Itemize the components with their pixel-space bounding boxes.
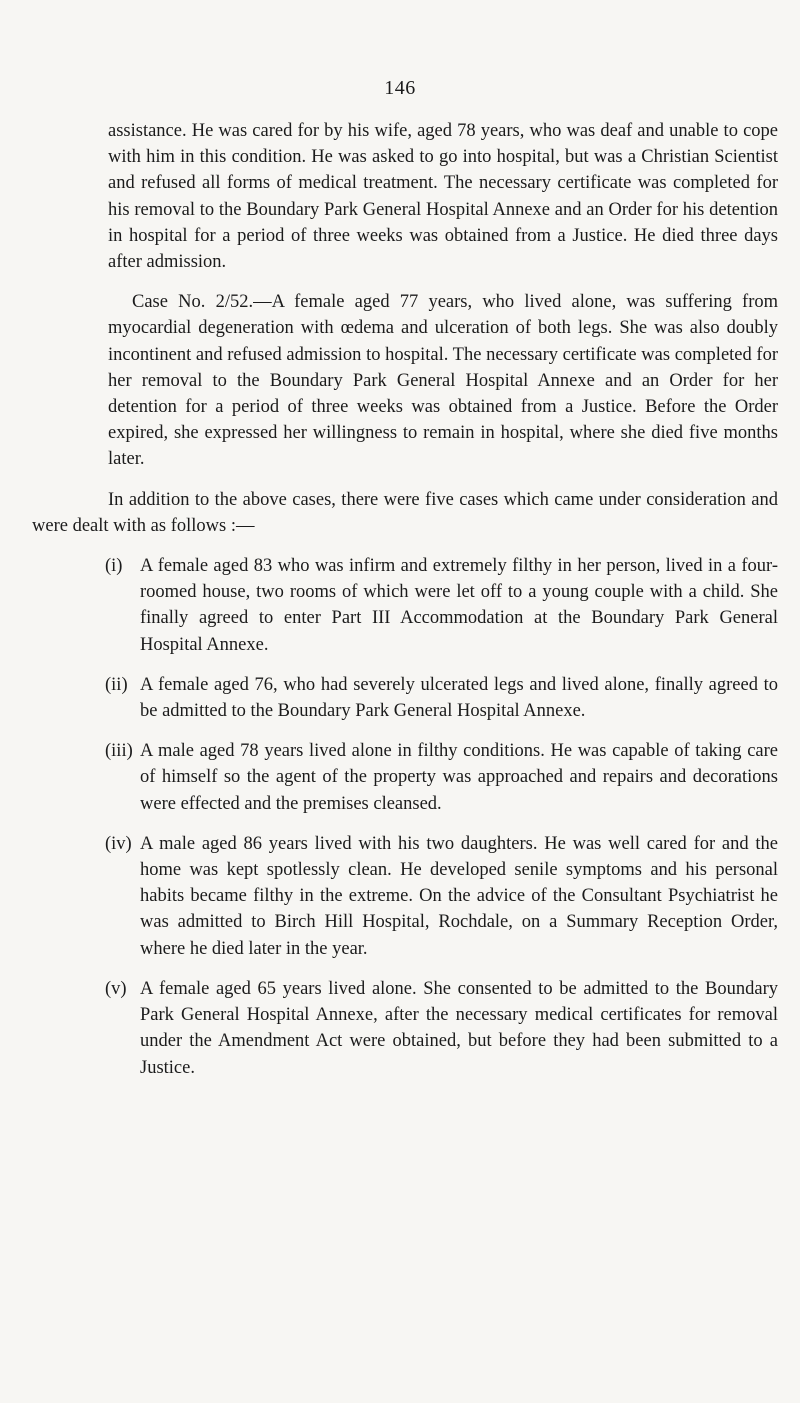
list-item-marker: (ii) (105, 674, 128, 695)
list-item (105, 976, 778, 1081)
list-item-marker: (iv) (105, 833, 132, 854)
list-item-text: A female aged 65 years lived alone. She consented to be admitted to the Boundary Park General Hospital Annexe, after the necessary medical certificates for removal under the Amendment Act were obtained, but before they had been submitted to a Justice. (140, 978, 778, 1078)
document-body (32, 118, 778, 1095)
list-item (105, 553, 778, 658)
case-label: Case No. 2/52. (132, 292, 254, 313)
list-item-text: A female aged 83 who was infirm and extremely filthy in her person, lived in a four-roomed house, two rooms of which were let off to a young couple with a child. She finally agreed to enter Part III Accommodation at the Boundary Park General Hospital Annexe. (140, 556, 778, 655)
list-item (105, 738, 778, 817)
list-item-marker: (v) (105, 978, 127, 999)
list-item-text: A male aged 86 years lived with his two daughters. He was well cared for and the home was kept spotlessly clean. He developed senile symptoms and his personal habits became filthy in the extreme. On the advice of the Consultant Psychiatrist he was admitted to Birch Hill Hospital, Rochdale, on a Summary Reception Order, where he died later in the year. (140, 833, 778, 959)
list-item-marker: (i) (105, 556, 123, 577)
case-text: —A female aged 77 years, who lived alone, was suffering from myocardial degeneration with œdema and ulceration of both legs. She was also doubly incontinent and refused admission to hospital. The necessary certificate was completed for her removal to the Boundary Park General Hospital Annexe and an Order for her detention for a period of three weeks was obtained from a Justice. Before the Order expired, she expressed her willingness to remain in hospital, where she died five months later. (108, 292, 778, 470)
intro-paragraph: In addition to the above cases, there were five cases which came under consideration and were dealt with as follows :— (32, 489, 778, 536)
continuation-paragraph: assistance. He was cared for by his wife, aged 78 years, who was deaf and unable to cope with him in this condition. He was asked to go into hospital, but was a Christian Scientist and refused all forms of medical treatment. The necessary certificate was completed for his removal to the Boundary Park General Hospital Annexe and an Order for his detention in hospital for a period of three weeks was obtained from a Justice. He died three days after admission. (108, 121, 778, 273)
page-number: 146 (384, 77, 416, 99)
list-item (105, 831, 778, 962)
list-item-text: A male aged 78 years lived alone in filthy conditions. He was capable of taking care of himself so the agent of the property was approached and repairs and decorations were effected and the premises cleansed. (140, 741, 778, 814)
list-item (105, 672, 778, 724)
list-item-text: A female aged 76, who had severely ulcerated legs and lived alone, finally agreed to be admitted to the Boundary Park General Hospital Annexe. (140, 674, 778, 722)
case-paragraph (108, 289, 778, 472)
list-item-marker: (iii) (105, 741, 133, 762)
